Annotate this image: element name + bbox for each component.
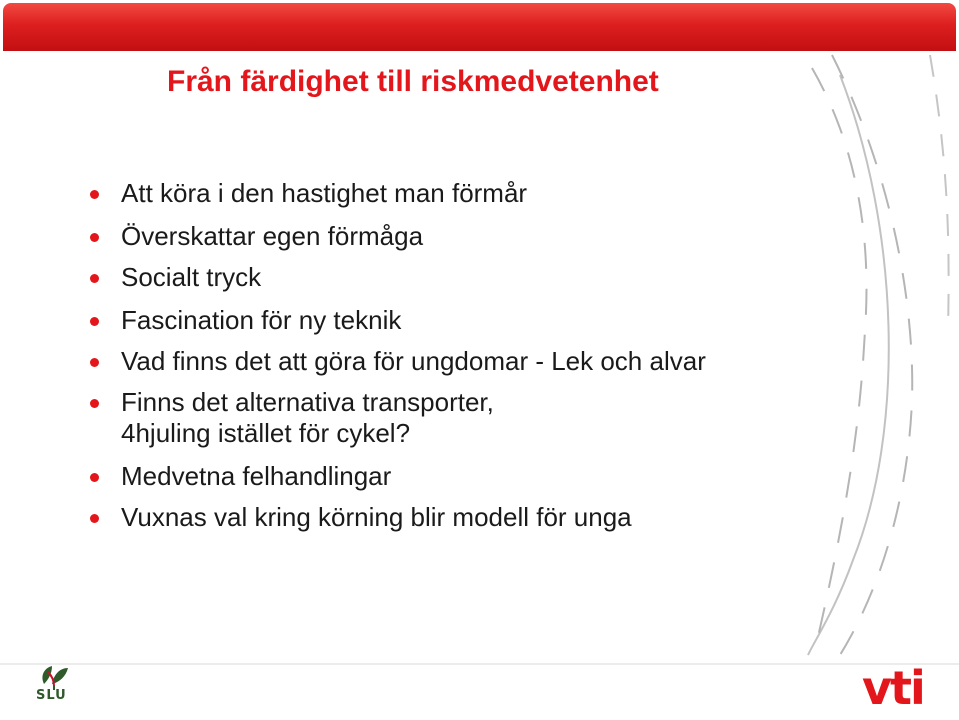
bullet-icon <box>90 514 99 523</box>
bullet-icon <box>90 274 99 283</box>
bullet-icon <box>90 473 99 482</box>
bullet-text: Vad finns det att göra för ungdomar - Lek och alvar <box>121 346 706 376</box>
bullet-text: Att köra i den hastighet man förmår <box>121 178 528 208</box>
bullet-icon <box>90 358 99 367</box>
vti-logo: vti <box>862 661 924 715</box>
bullet-text: Socialt tryck <box>121 262 262 292</box>
bullet-icon <box>90 233 99 242</box>
bullet-icon <box>90 317 99 326</box>
bullet-text: Överskattar egen förmåga <box>121 221 424 251</box>
bullet-text: Fascination för ny teknik <box>121 305 402 335</box>
list-item <box>88 305 868 336</box>
header-bar <box>3 3 956 51</box>
slide-title: Från färdighet till riskmedvetenhet <box>167 65 659 98</box>
list-item <box>88 346 868 377</box>
bullet-text-line-2: 4hjuling istället för cykel? <box>121 418 411 448</box>
list-item <box>88 502 868 533</box>
list-item <box>88 178 868 209</box>
bullet-text: Medvetna felhandlingar <box>121 461 392 491</box>
bullet-text-line-1: Finns det alternativa transporter, <box>121 387 494 417</box>
bullet-text: Vuxnas val kring körning blir modell för unga <box>121 502 632 532</box>
list-item <box>88 461 868 492</box>
bullet-icon <box>90 190 99 199</box>
bullet-icon <box>90 399 99 408</box>
list-item <box>88 387 868 449</box>
list-item <box>88 221 868 252</box>
list-item <box>88 262 868 293</box>
slu-logo: SLU <box>36 688 67 703</box>
bullet-list <box>88 178 868 533</box>
